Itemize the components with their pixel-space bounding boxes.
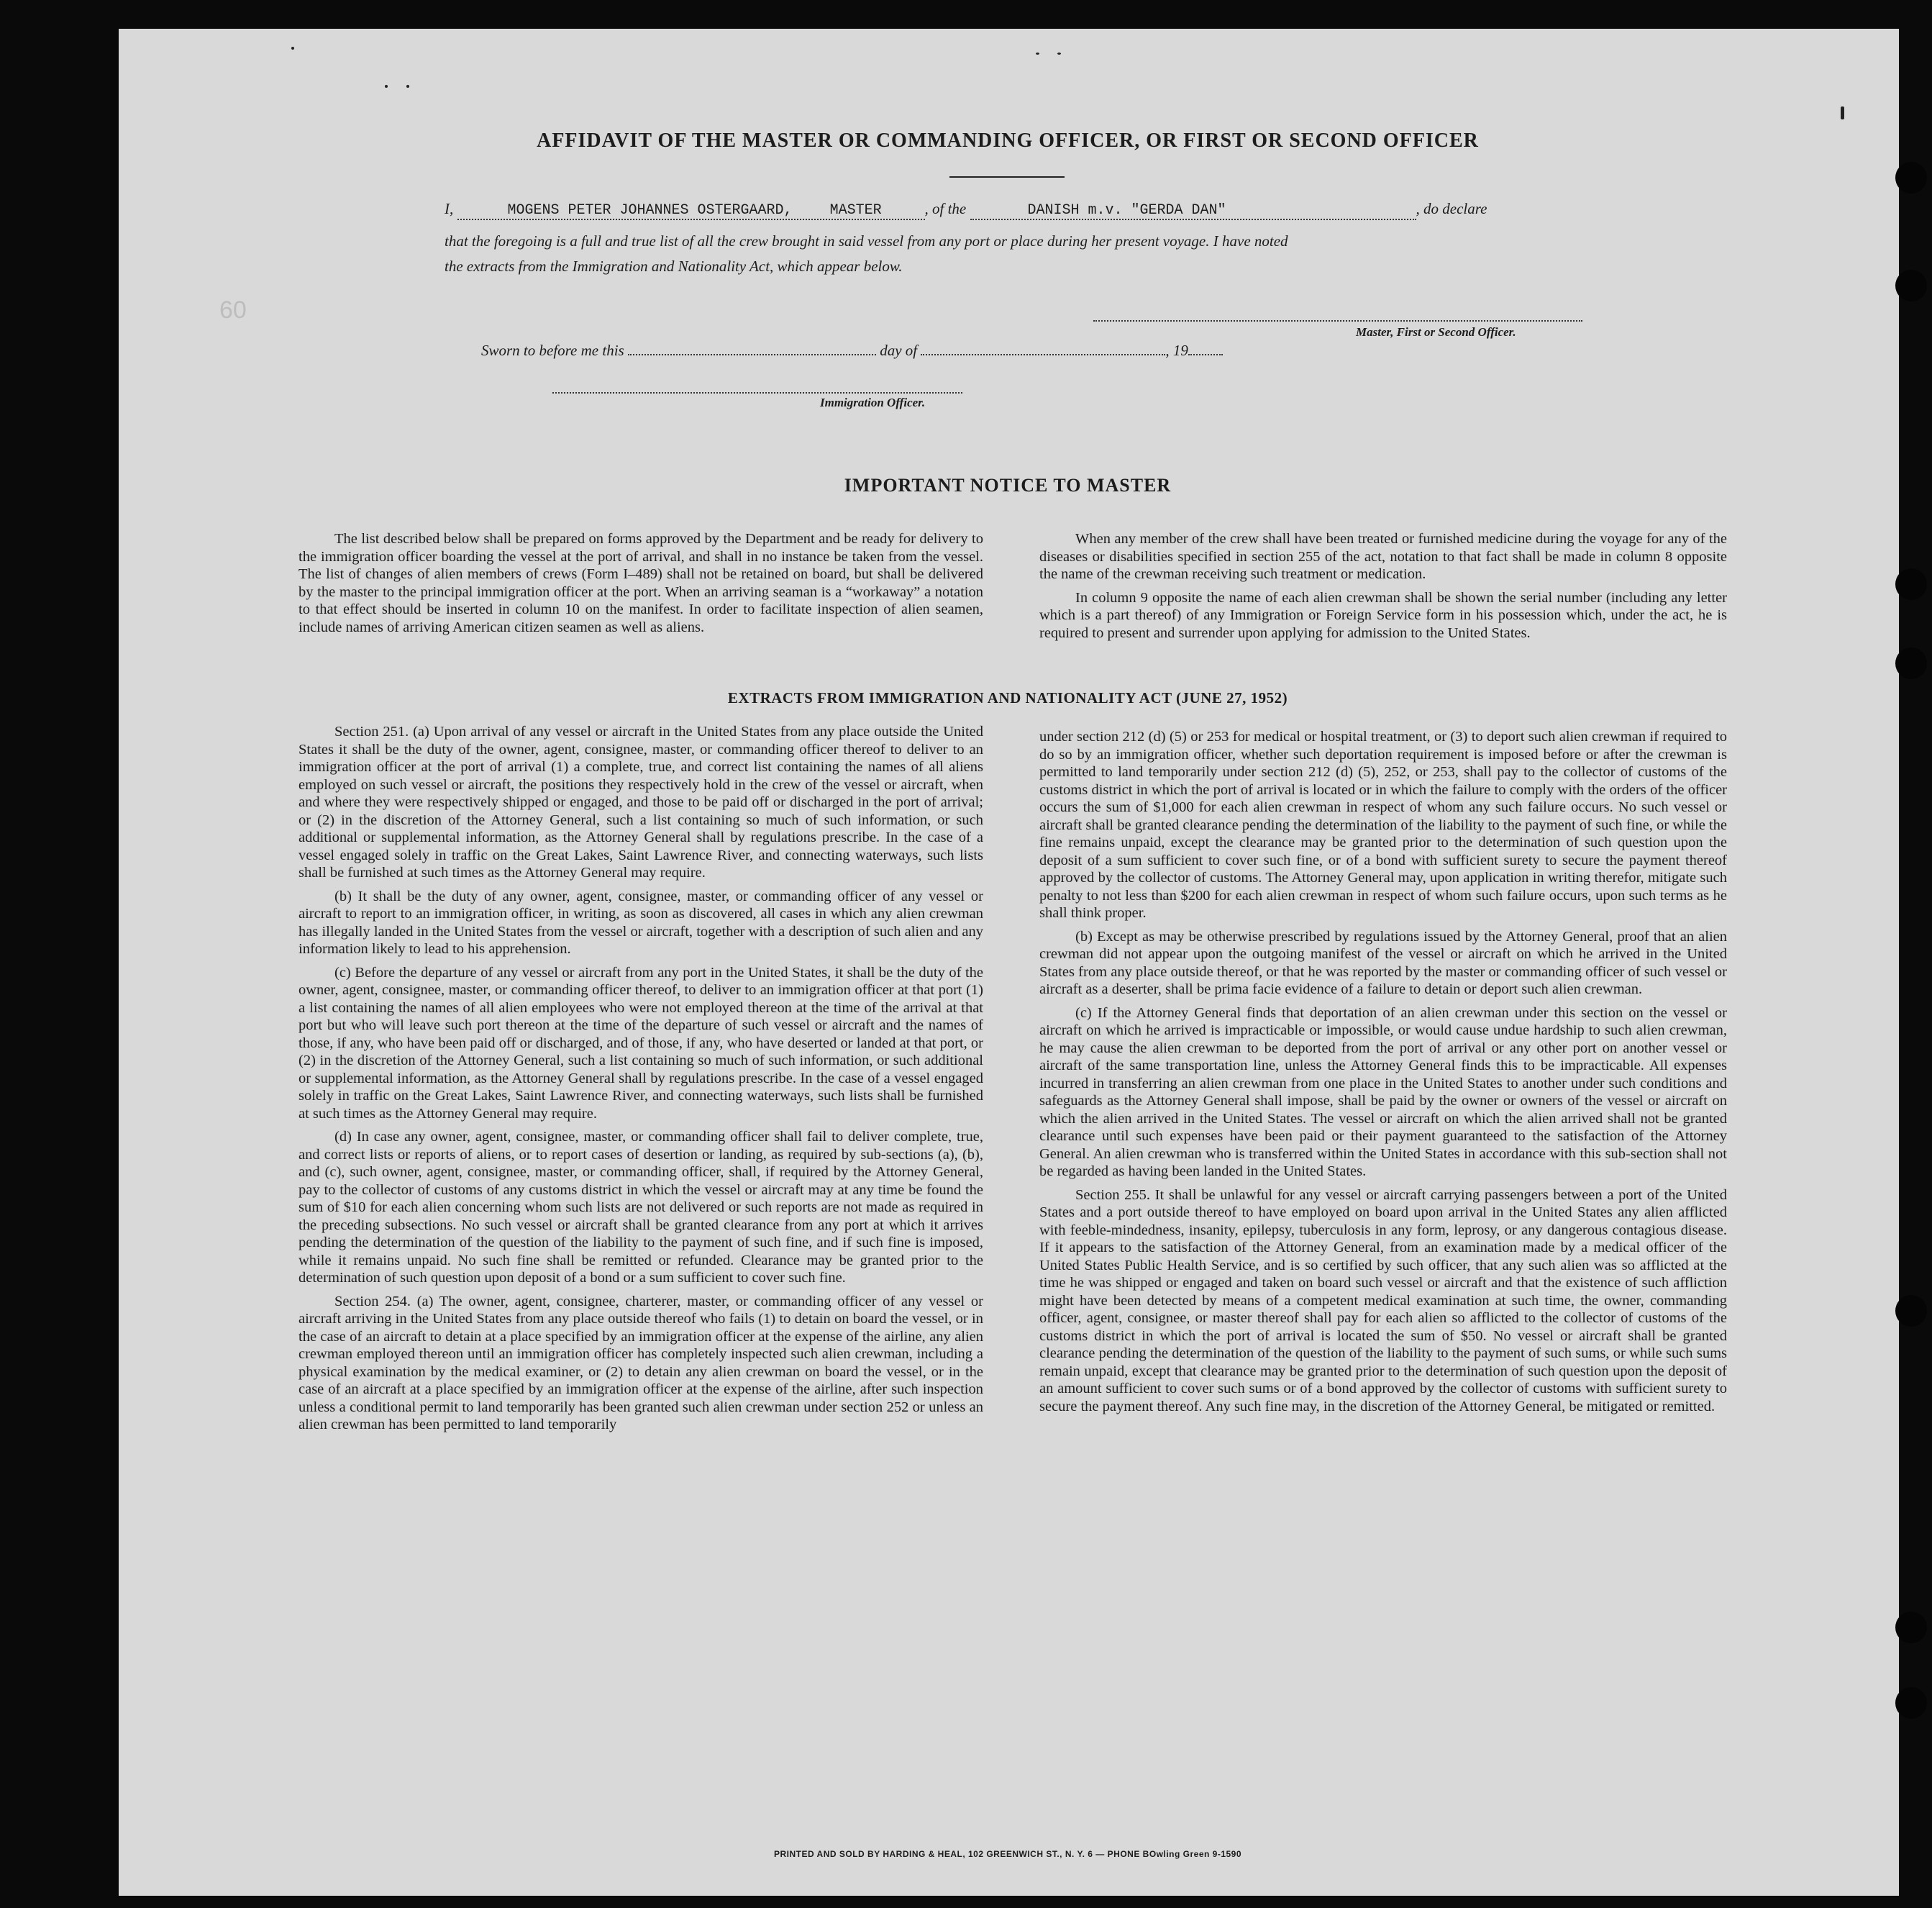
- sworn-year-field: [1188, 354, 1223, 355]
- sworn-label: Sworn to before me this: [481, 342, 624, 359]
- immigration-officer-label: Immigration Officer.: [820, 396, 926, 409]
- notice-paragraph: The list described below shall be prepared on forms approved by the Department and be ready for delivery to the immigration officer boarding the vessel at the port of arrival, and shall in no instance be taken from the vessel. The list of changes of alien members of crews (Form I–489) shall not be retained on board, but shall be delivered by the master to the principal immigration officer at the port. When an arriving seaman is a “workaway” a notation to that effect should be inserted in column 10 on the manifest. In order to facilitate inspection of alien seamen, include names of arriving American citizen seamen as well as aliens.: [299, 531, 983, 635]
- section-paragraph: (c) Before the departure of any vessel or aircraft from any port in the United States, it shall be the duty of the owner, agent, consignee, master, or commanding officer thereof, to deliver to an immigration officer at that port (1) a list containing the names of all alien employees who were not employed thereon at the time of the arrival at that port but who will leave such port thereon at the time of the departure of such vessel or aircraft and the names of those, if any, who have been paid off or discharged, and of those, if any, who have deserted or landed at that port, or (2) in the discretion of the Attorney General, such a list containing so much of such information, or such additional or supplemental information, as the Attorney General shall by regulations prescribe. In the case of a vessel engaged solely in traffic on the Great Lakes, Saint Lawrence River, and connecting waterways, such lists shall be furnished at such times as the Attorney General may require.: [299, 964, 983, 1122]
- i-label: I,: [445, 200, 454, 217]
- section-paragraph: Section 251. (a) Upon arrival of any vessel or aircraft in the United States from any place outside the United States it shall be the duty of the owner, agent, consignee, master, or commanding officer thereof to deliver to an immigration officer at the port of arrival (1) a complete, true, and correct list containing the names of all aliens employed on such vessel or aircraft, the positions they respectively hold in the crew of the vessel or aircraft, when and where they were respectively shipped or engaged, and those to be paid off or discharged in the port of arrival; or (2) in the discretion of the Attorney General, such a list containing so much of such information, or such additional or supplemental information, as the Attorney General shall by regulations prescribe. In the case of a vessel engaged solely in traffic on the Great Lakes, Saint Lawrence River, and connecting waterways, such lists shall be furnished at such times as the Attorney General may require.: [299, 724, 983, 881]
- punch-hole: [1895, 1295, 1927, 1327]
- vessel-field: [970, 202, 1416, 220]
- scan-speck: [1057, 53, 1061, 55]
- notice-right-column: [1039, 530, 1727, 648]
- section-paragraph: Section 254. (a) The owner, agent, consignee, charterer, master, or commanding officer of any vessel or aircraft arriving in the United States from any place outside thereof who fails (1) to detain on board the vessel, or in the case of an aircraft to detain at a place specified by an immigration officer at the expense of the airline, any alien crewman employed thereon until an immigration officer has completely inspected such alien crewman, including a physical examination by the medical examiner, or (2) to detain any alien crewman on board the vessel, or in the case of an aircraft at a place specified by an immigration officer at the expense of the airline, after such inspection unless a conditional permit to land temporarily has been granted such alien crewman under section 252 or unless an alien crewman has been permitted to land temporarily: [299, 1293, 983, 1432]
- declaration-line: [445, 200, 1487, 220]
- day-of-label: day of: [880, 342, 918, 359]
- notice-left-column: [299, 530, 983, 642]
- section-paragraph: (b) It shall be the duty of any owner, agent, consignee, master, or commanding officer of any vessel or aircraft to report to an immigration officer, in writing, as soon as discovered, all cases in which any alien crewman has illegally landed in the United States from the vessel or aircraft, together with a description of such alien and any information likely to lead to his apprehension.: [299, 888, 983, 957]
- year-prefix: , 19: [1165, 342, 1188, 359]
- master-signature-line: [1093, 320, 1582, 322]
- declaration-line-2: that the foregoing is a full and true list of all the crew brought in said vessel from any port or place during her present voyage. I have noted: [445, 232, 1288, 250]
- scan-speck: [385, 85, 388, 88]
- punch-hole: [1895, 1612, 1927, 1643]
- punch-hole: [1895, 648, 1927, 679]
- extracts-right-column: [1039, 728, 1727, 1421]
- extracts-title: EXTRACTS FROM IMMIGRATION AND NATIONALITY ACT (JUNE 27, 1952): [727, 689, 1288, 707]
- of-the-label: , of the: [924, 200, 967, 217]
- extracts-left-column: [299, 723, 983, 1440]
- notice-title: IMPORTANT NOTICE TO MASTER: [844, 475, 1172, 496]
- punch-hole: [1895, 568, 1927, 600]
- section-paragraph: (d) In case any owner, agent, consignee, master, or commanding officer shall fail to deliver complete, true, and correct lists or reports of aliens, or to report cases of desertion or landing, as required by sub-sections (a), (b), and (c), such owner, agent, consignee, master, or commanding officer, shall, if required by the Attorney General, pay to the collector of customs of any customs district in which the vessel or aircraft may at any time be found the sum of $10 for each alien concerning whom such lists are not delivered or such reports are not made as required in the preceding subsections. No such vessel or aircraft shall be granted clearance from any port at which it arrives pending the determination of the question of the liability to the payment of such fine, and if such fine is imposed, while it remains unpaid. No such fine shall be remitted or refunded. Clearance may be granted prior to the determination of such question upon deposit of a bond or a sum sufficient to cover such fine.: [299, 1129, 983, 1286]
- section-paragraph: under section 212 (d) (5) or 253 for medical or hospital treatment, or (3) to deport such alien crewman if required to do so by an immigration officer, whether such deportation requirement is imposed before or after the crewman is permitted to land temporarily under section 212 (d) (5), 252, or 253, shall pay to the collector of customs of the customs district in which the port of arrival is located or in which the failure to comply with the orders of the officer occurs the sum of $1,000 for each alien crewman in respect of whom any such failure occurs. No such vessel or aircraft shall be granted clearance pending the determination of the liability to the payment of such fine, or while the fine remains unpaid, except the clearance may be granted prior to the determination of such question upon the deposit of a sum sufficient to cover such fine, or of a bond with sufficient surety to secure the payment thereof approved by the collector of customs. The Attorney General may, upon application in writing therefor, mitigate such penalty to not less than $200 for each alien crewman in respect of whom such failure occurs, upon such terms as he shall think proper.: [1039, 729, 1727, 921]
- officer-name-field: [457, 202, 925, 220]
- scan-speck: [406, 85, 409, 88]
- sworn-day-field: [628, 354, 876, 355]
- affidavit-title: AFFIDAVIT OF THE MASTER OR COMMANDING OFFICER, OR FIRST OR SECOND OFFICER: [537, 130, 1479, 152]
- title-divider: [949, 176, 1065, 178]
- notice-paragraph: When any member of the crew shall have been treated or furnished medicine during the voyage for any of the diseases or disabilities specified in section 255 of the act, notation to that fact shall be made in column 8 opposite the name of the crewman receiving such treatment or medication.: [1039, 531, 1727, 582]
- punch-hole: [1895, 1687, 1927, 1719]
- do-declare-label: , do declare: [1416, 200, 1487, 217]
- notice-paragraph: In column 9 opposite the name of each alien crewman shall be shown the serial number (including any letter which is a part thereof) of any Immigration or Foreign Service form in his possession which, under the act, he is required to present and surrender upon applying for admission to the United States.: [1039, 589, 1727, 641]
- section-paragraph: Section 255. It shall be unlawful for any vessel or aircraft carrying passengers between a port of the United States and a port outside thereof to have employed on board upon arrival in the United States any alien afflicted with feeble-mindedness, insanity, epilepsy, tuberculosis in any form, leprosy, or any dangerous contagious disease. If it appears to the satisfaction of the Attorney General, from an examination made by a medical officer of the United States Public Health Service, and is so certified by such officer, that any such alien was so afflicted at the time he was shipped or engaged and taken on board such vessel or aircraft and that the existence of such affliction might have been detected by means of a competent medical examination at such time, the owner, commanding officer, agent, consignee, or master thereof shall pay for each alien so afflicted to the collector of customs of the customs district in which the port of arrival is located the sum of $50. No vessel or aircraft shall be granted clearance pending the determination of the question of the liability to the payment of such sums, or while such sums remain unpaid, except that clearance may be granted prior to the determination of such question upon the deposit of an amount sufficient to cover such sums or of a bond approved by the collector of customs with sufficient surety to secure the payment thereof. Any such fine may, in the discretion of the Attorney General, be mitigated or remitted.: [1039, 1186, 1727, 1414]
- printer-footer: PRINTED AND SOLD BY HARDING & HEAL, 102 GREENWICH ST., N. Y. 6 — PHONE BOwling Green 9-1590: [773, 1849, 1242, 1859]
- section-paragraph: (b) Except as may be otherwise prescribed by regulations issued by the Attorney General, proof that an alien crewman did not appear upon the outgoing manifest of the vessel or aircraft on which he arrived in the United States from any place outside thereof, or that he was reported by the master or commanding officer of such vessel or aircraft as a deserter, shall be prima facie evidence of a failure to detain or deport such alien crewman.: [1039, 928, 1727, 997]
- declaration-line-3: the extracts from the Immigration and Nationality Act, which appear below.: [445, 258, 903, 275]
- vessel-name: DANISH m.v. "GERDA DAN": [1027, 202, 1226, 219]
- document-page: [119, 29, 1899, 1896]
- officer-rank: MASTER: [829, 202, 882, 219]
- immigration-officer-line: [552, 392, 962, 394]
- sworn-line: [481, 342, 1223, 360]
- sworn-month-field: [921, 354, 1165, 355]
- section-paragraph: (c) If the Attorney General finds that deportation of an alien crewman under this section on the vessel or aircraft on which he arrived is impracticable or impossible, or would cause undue hardship to such alien crewman, he may cause the alien crewman to be deported from the port of arrival or any other port on another vessel or aircraft of the same transportation line, unless the Attorney General finds this to be impracticable. All expenses incurred in transferring an alien crewman from one place in the United States to another under such conditions and safeguards as the Attorney General shall impose, shall be paid by the owner or owners of the vessel or aircraft on which the alien arrived in the United States. The vessel or aircraft on which the alien arrived shall not be granted clearance until such expenses have been paid or their payment guaranteed to the satisfaction of the Attorney General. An alien crewman who is transferred within the United States in accordance with this sub-section shall not be regarded as having been landed in the United States.: [1039, 1004, 1727, 1179]
- master-signature-label: Master, First or Second Officer.: [1356, 325, 1516, 339]
- punch-hole: [1895, 270, 1927, 301]
- punch-hole: [1895, 162, 1927, 194]
- scan-speck: [291, 47, 294, 50]
- officer-name: MOGENS PETER JOHANNES OSTERGAARD,: [507, 202, 793, 219]
- margin-stamp: 60: [219, 296, 247, 324]
- scan-speck: [1036, 53, 1039, 55]
- scan-speck: [1841, 106, 1844, 119]
